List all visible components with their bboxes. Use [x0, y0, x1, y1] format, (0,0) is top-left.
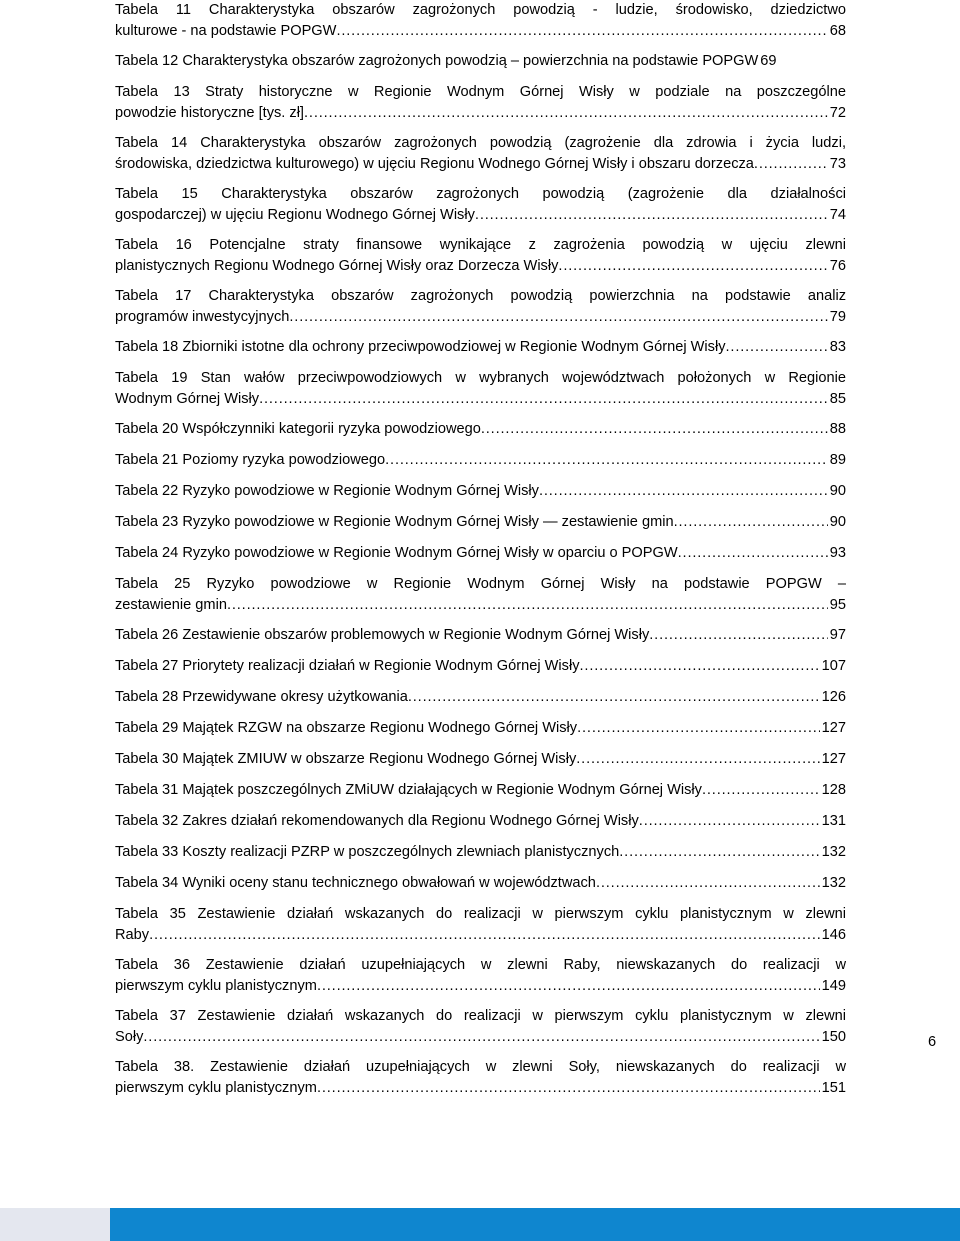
dot-leader: [726, 337, 828, 358]
dot-leader: [475, 205, 828, 226]
dot-leader: [576, 749, 819, 770]
toc-entry-text: Tabela 33 Koszty realizacji PZRP w poszczególnych zlewniach planistycznych: [115, 844, 620, 860]
dot-leader: [678, 543, 828, 564]
dot-leader: [619, 842, 819, 863]
toc-page-number: 126: [821, 689, 846, 705]
toc-entry-text: Tabela 30 Majątek ZMIUW w obszarze Regionu Wodnego Górnej Wisły: [115, 751, 577, 767]
toc-entry[interactable]: [115, 656, 846, 677]
toc-entry-text: Tabela 29 Majątek RZGW na obszarze Regionu Wodnego Górnej Wisły: [115, 720, 578, 736]
toc-page-number: 95: [829, 596, 846, 613]
toc-entry[interactable]: [115, 1057, 846, 1098]
toc-page-number: 90: [829, 483, 846, 499]
toc-entry[interactable]: [115, 133, 846, 174]
toc-entry[interactable]: [115, 955, 846, 996]
toc-page-number: 85: [829, 390, 846, 407]
dot-leader: [577, 718, 820, 739]
toc-entry-text: Tabela 16 Potencjalne straty finansowe wynikające z zagrożenia powodzią w ujęciu zlewni: [115, 237, 846, 253]
toc-entry-text: Tabela 31 Majątek poszczególnych ZMiUW działających w Regionie Wodnym Górnej Wisły: [115, 782, 702, 798]
toc-page-number: 128: [821, 782, 846, 798]
toc-entry-text: Wodnym Górnej Wisły: [115, 390, 260, 407]
toc-page-number: 149: [821, 977, 846, 994]
dot-leader: [481, 419, 828, 440]
toc-entry[interactable]: [115, 842, 846, 863]
toc-entry-text: Tabela 37 Zestawienie działań wskazanych do realizacji w pierwszym cyklu planistycznym w zlewni: [115, 1008, 846, 1024]
toc-entry[interactable]: [115, 1006, 846, 1047]
toc-entry[interactable]: [115, 450, 846, 471]
dot-leader: [674, 512, 828, 533]
toc-page-number: 131: [821, 813, 846, 829]
toc-entry-text: Tabela 15 Charakterystyka obszarów zagrożonych powodzią (zagrożenie dla działalności: [115, 186, 846, 202]
toc-page-number: 72: [829, 104, 846, 121]
toc-entry[interactable]: [115, 82, 846, 123]
toc-entry[interactable]: [115, 625, 846, 646]
dot-leader: [317, 1078, 820, 1099]
toc-entry[interactable]: [115, 51, 846, 72]
toc-page-number: 132: [821, 844, 846, 860]
toc-entry-text: Tabela 14 Charakterystyka obszarów zagrożonych powodzią (zagrożenie dla zdrowia i życia ludzi,: [115, 135, 846, 151]
toc-page-number: 97: [829, 627, 846, 643]
toc-entry-text: Tabela 21 Poziomy ryzyka powodziowego: [115, 452, 386, 468]
toc-entry-text: Tabela 26 Zestawienie obszarów problemowych w Regionie Wodnym Górnej Wisły: [115, 627, 650, 643]
toc-entry-text: Tabela 18 Zbiorniki istotne dla ochrony przeciwpowodziowej w Regionie Wodnym Górnej Wisły: [115, 339, 726, 355]
toc-page-number: 127: [821, 720, 846, 736]
toc-page-number: 76: [829, 257, 846, 274]
dot-leader: [317, 976, 820, 997]
toc-entry-text: gospodarczej) w ujęciu Regionu Wodnego Górnej Wisły: [115, 206, 475, 223]
footer-bar-light-segment: [0, 1208, 110, 1241]
toc-entry[interactable]: [115, 337, 846, 358]
toc-entry-text: zestawienie gmin: [115, 596, 227, 613]
toc-entry[interactable]: [115, 512, 846, 533]
toc-page-number: 74: [829, 206, 846, 223]
toc-entry-text: Tabela 35 Zestawienie działań wskazanych do realizacji w pierwszym cyklu planistycznym w zlewni: [115, 906, 846, 922]
dot-leader: [336, 21, 827, 42]
toc-entry-text: Tabela 11 Charakterystyka obszarów zagrożonych powodzią - ludzie, środowisko, dziedzictwo: [115, 2, 846, 18]
toc-entry[interactable]: [115, 543, 846, 564]
toc-entry[interactable]: [115, 574, 846, 615]
toc-entry-text: Tabela 27 Priorytety realizacji działań w Regionie Wodnym Górnej Wisły: [115, 658, 580, 674]
toc-entry-text: Tabela 19 Stan wałów przeciwpowodziowych w wybranych województwach położonych w Regionie: [115, 370, 846, 386]
dot-leader: [580, 656, 820, 677]
toc-entry[interactable]: [115, 749, 846, 770]
toc-page-number: 69: [760, 53, 777, 69]
toc-page-number: 83: [829, 339, 846, 355]
dot-leader: [227, 595, 828, 616]
toc-entry[interactable]: [115, 687, 846, 708]
toc-entry-text: pierwszym cyklu planistycznym: [115, 977, 317, 994]
dot-leader: [754, 154, 828, 175]
toc-entry[interactable]: [115, 481, 846, 502]
toc-entry-text: powodzie historyczne [tys. zł]: [115, 104, 304, 121]
toc-entry[interactable]: [115, 286, 846, 327]
toc-entry-text: Tabela 23 Ryzyko powodziowe w Regionie Wodnym Górnej Wisły — zestawienie gmin: [115, 514, 674, 530]
toc-entry[interactable]: [115, 419, 846, 440]
toc-entry-text: Tabela 38. Zestawienie działań uzupełniających w zlewni Soły, niewskazanych do realizacji w: [115, 1059, 846, 1075]
toc-entry-text: Tabela 22 Ryzyko powodziowe w Regionie Wodnym Górnej Wisły: [115, 483, 539, 499]
dot-leader: [289, 307, 827, 328]
toc-page-number: 90: [829, 514, 846, 530]
toc-entry-text: Tabela 28 Przewidywane okresy użytkowania: [115, 689, 408, 705]
toc-page-number: 88: [829, 421, 846, 437]
toc-entry[interactable]: [115, 873, 846, 894]
toc-entry-text: programów inwestycyjnych: [115, 308, 290, 325]
toc-page-number: 79: [829, 308, 846, 325]
toc-page-number: 132: [821, 875, 846, 891]
footer-bar: [0, 1208, 960, 1241]
toc-entry[interactable]: [115, 780, 846, 801]
footer-bar-blue-segment: [110, 1208, 960, 1241]
toc-entry-text: Soły: [115, 1028, 144, 1045]
dot-leader: [558, 256, 827, 277]
toc-entry[interactable]: [115, 904, 846, 945]
toc-page-number: 107: [821, 658, 846, 674]
toc-page-number: 127: [821, 751, 846, 767]
toc-entry[interactable]: [115, 811, 846, 832]
toc-entry-text: Tabela 25 Ryzyko powodziowe w Regionie Wodnym Górnej Wisły na podstawie POPGW –: [115, 576, 846, 592]
toc-entry-text: Tabela 13 Straty historyczne w Regionie Wodnym Górnej Wisły w podziale na poszczególne: [115, 84, 846, 100]
dot-leader: [259, 389, 828, 410]
dot-leader: [304, 103, 828, 124]
toc-entry[interactable]: [115, 184, 846, 225]
dot-leader: [539, 481, 828, 502]
toc-entry-text: planistycznych Regionu Wodnego Górnej Wisły oraz Dorzecza Wisły: [115, 257, 559, 274]
toc-entry-text: Tabela 32 Zakres działań rekomendowanych dla Regionu Wodnego Górnej Wisły: [115, 813, 639, 829]
toc-entry-text: Tabela 17 Charakterystyka obszarów zagrożonych powodzią powierzchnia na podstawie analiz: [115, 288, 846, 304]
toc-entry-text: pierwszym cyklu planistycznym: [115, 1079, 317, 1096]
dot-leader: [596, 873, 820, 894]
toc-page-number: 151: [821, 1079, 846, 1096]
toc-page-number: 73: [829, 155, 846, 172]
toc-entry[interactable]: [115, 0, 846, 41]
toc-page-number: 146: [821, 926, 846, 943]
toc-page-number: 68: [829, 22, 846, 39]
toc-entry-text: Raby: [115, 926, 150, 943]
dot-leader: [149, 925, 820, 946]
toc-entry-text: Tabela 34 Wyniki oceny stanu technicznego obwałowań w województwach: [115, 875, 596, 891]
toc-entry[interactable]: [115, 235, 846, 276]
dot-leader: [385, 450, 828, 471]
toc-page-number: 93: [829, 545, 846, 561]
toc-entry-text: kulturowe - na podstawie POPGW: [115, 22, 337, 39]
dot-leader: [143, 1027, 819, 1048]
dot-leader: [702, 780, 820, 801]
page-number: 6: [928, 1034, 937, 1050]
dot-leader: [649, 625, 828, 646]
toc-entry-text: środowiska, dziedzictwa kulturowego) w ujęciu Regionu Wodnego Górnej Wisły i obszaru dorzecza: [115, 155, 754, 172]
toc-entry-text: Tabela 36 Zestawienie działań uzupełniających w zlewni Raby, niewskazanych do realizacji w: [115, 957, 846, 973]
dot-leader: [408, 687, 820, 708]
dot-leader: [639, 811, 820, 832]
toc-page-number: 150: [821, 1028, 846, 1045]
toc-entry-text: Tabela 20 Współczynniki kategorii ryzyka powodziowego: [115, 421, 481, 437]
toc-entry-text: Tabela 12 Charakterystyka obszarów zagrożonych powodzią – powierzchnia na podstawie POPGW: [115, 53, 759, 69]
toc-entry[interactable]: [115, 718, 846, 739]
toc-entry[interactable]: [115, 368, 846, 409]
toc-entry-text: Tabela 24 Ryzyko powodziowe w Regionie Wodnym Górnej Wisły w oparciu o POPGW: [115, 545, 678, 561]
toc-page-number: 89: [829, 452, 846, 468]
